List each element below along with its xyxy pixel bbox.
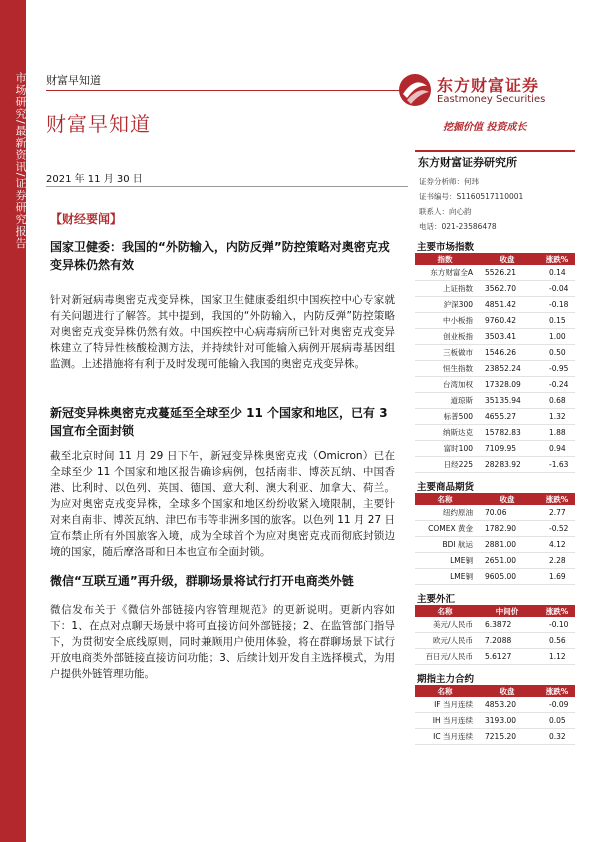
table-cell: 4851.42 xyxy=(475,297,539,313)
table-cell: 美元/人民币 xyxy=(415,617,475,633)
table-row xyxy=(415,329,575,345)
table-row xyxy=(415,281,575,297)
table-cell: -0.52 xyxy=(539,521,575,537)
table-cell: COMEX 黄金 xyxy=(415,521,475,537)
news-headline-2: 新冠变异株奥密克戎蔓延至全球至少 11 个国家和地区，已有 3 国宣布全面封锁 xyxy=(50,406,388,438)
table-header: 收盘 xyxy=(475,253,539,265)
table-cell: 70.06 xyxy=(475,505,539,521)
table-cell: -0.18 xyxy=(539,297,575,313)
table-cell: 7.2088 xyxy=(475,633,539,649)
table-cell: IF 当月连续 xyxy=(415,697,475,713)
table-cell: 中小板指 xyxy=(415,313,475,329)
market-tables xyxy=(415,239,575,745)
table-cell: 0.68 xyxy=(539,393,575,409)
table-cell: 日经225 xyxy=(415,457,475,473)
news-body-1: 针对新冠病毒奥密克戎变异株，国家卫生健康委组织中国疾控中心专家就有关问题进行了解答。其中提到，我国的“外防输入，内防反弹”防控策略对奥密克戎变异株仍然有效。中国疾控中心病毒病所已针对奥密克戎变异株建立了特异性核酸检测方法，并持续针对可能输入病例开展病毒基因组监测。上述措施将有利于及时发现可能输入我国的奥密克戎变异株。 xyxy=(50,294,395,370)
table-row xyxy=(415,537,575,553)
table-cell: 台湾加权 xyxy=(415,377,475,393)
analyst-line: 证券分析师：何玮 xyxy=(419,177,479,186)
table-cell: -0.24 xyxy=(539,377,575,393)
table-cell: 1.69 xyxy=(539,569,575,585)
table-cell: LME铜 xyxy=(415,553,475,569)
table-row xyxy=(415,441,575,457)
table-cell: 7215.20 xyxy=(475,729,539,745)
table-header: 收盘 xyxy=(475,685,539,697)
table-cell: 1782.90 xyxy=(475,521,539,537)
table-header: 指数 xyxy=(415,253,475,265)
section-tag: 【财经要闻】 xyxy=(50,212,123,226)
table-row xyxy=(415,361,575,377)
table-cell: 0.94 xyxy=(539,441,575,457)
table-cell: 15782.83 xyxy=(475,425,539,441)
table-cell: 35135.94 xyxy=(475,393,539,409)
page-title: 财富早知道 xyxy=(46,112,151,136)
top-label: 财富早知道 xyxy=(46,74,101,87)
report-date: 2021 年 11 月 30 日 xyxy=(46,174,143,185)
table-row xyxy=(415,425,575,441)
logo xyxy=(397,72,567,108)
data-table xyxy=(415,493,575,585)
table-title: 主要商品期货 xyxy=(417,482,475,493)
table-row xyxy=(415,409,575,425)
table-cell: 上证指数 xyxy=(415,281,475,297)
table-cell: 0.56 xyxy=(539,633,575,649)
data-table xyxy=(415,685,575,745)
table-row xyxy=(415,697,575,713)
table-cell: 纳斯达克 xyxy=(415,425,475,441)
table-row xyxy=(415,729,575,745)
table-cell: 5526.21 xyxy=(475,265,539,281)
table-cell: 0.50 xyxy=(539,345,575,361)
table-header: 名称 xyxy=(415,493,475,505)
table-cell: -1.63 xyxy=(539,457,575,473)
table-row xyxy=(415,393,575,409)
table-cell: IH 当月连续 xyxy=(415,713,475,729)
data-table xyxy=(415,605,575,665)
table-cell: 1546.26 xyxy=(475,345,539,361)
table-cell: LME铜 xyxy=(415,569,475,585)
table-cell: 百日元/人民币 xyxy=(415,649,475,665)
header-rule xyxy=(46,90,406,91)
table-row xyxy=(415,713,575,729)
table-cell: 2.28 xyxy=(539,553,575,569)
table-cell: 3503.41 xyxy=(475,329,539,345)
table-row xyxy=(415,617,575,633)
table-cell: -0.10 xyxy=(539,617,575,633)
news-headline-1: 国家卫健委：我国的“外防输入，内防反弹”防控策略对奥密克戎变异株仍然有效 xyxy=(50,240,390,272)
table-row xyxy=(415,521,575,537)
table-cell: 1.12 xyxy=(539,649,575,665)
table-title: 期指主力合约 xyxy=(417,674,475,685)
table-cell: 恒生指数 xyxy=(415,361,475,377)
table-header: 涨跌% xyxy=(539,685,575,697)
date-rule xyxy=(46,186,408,187)
table-row xyxy=(415,345,575,361)
table-cell: 三板做市 xyxy=(415,345,475,361)
analyst-line: 电话：021-23586478 xyxy=(419,222,497,231)
table-row xyxy=(415,553,575,569)
table-row xyxy=(415,377,575,393)
table-header: 涨跌% xyxy=(539,605,575,617)
sidebar-text: 市场研究/最新资讯/证券研究报告 xyxy=(14,72,27,250)
table-cell: 2.77 xyxy=(539,505,575,521)
table-cell: 2881.00 xyxy=(475,537,539,553)
table-cell: 9605.00 xyxy=(475,569,539,585)
table-cell: 5.6127 xyxy=(475,649,539,665)
table-cell: IC 当月连续 xyxy=(415,729,475,745)
logo-en: Eastmoney Securities xyxy=(437,94,546,105)
table-cell: -0.09 xyxy=(539,697,575,713)
table-header: 涨跌% xyxy=(539,493,575,505)
news-body-3: 微信发布关于《微信外部链接内容管理规范》的更新说明。更新内容如下：1、在点对点聊天场景中将可直接访问外部链接；2、在监管部门指导下，为贯彻安全底线原则，同时兼顾用户使用体验，将在群聊场景下试行开放电商类外部链接直接访问功能；3、后续计划开发自主选择模式，为用户提供外链管理功能。 xyxy=(50,604,395,680)
table-cell: 0.14 xyxy=(539,265,575,281)
table-cell: 9760.42 xyxy=(475,313,539,329)
table-cell: 28283.92 xyxy=(475,457,539,473)
table-cell: 3193.00 xyxy=(475,713,539,729)
table-cell: 沪深300 xyxy=(415,297,475,313)
table-cell: 东方财富全A xyxy=(415,265,475,281)
table-row xyxy=(415,457,575,473)
table-cell: 1.32 xyxy=(539,409,575,425)
table-cell: 纽约原油 xyxy=(415,505,475,521)
logo-mark-icon xyxy=(397,72,433,108)
table-cell: 3562.70 xyxy=(475,281,539,297)
table-cell: -0.04 xyxy=(539,281,575,297)
table-row xyxy=(415,633,575,649)
slogan: 挖掘价值 投资成长 xyxy=(443,122,527,133)
table-cell: 创业板指 xyxy=(415,329,475,345)
table-cell: 0.15 xyxy=(539,313,575,329)
table-cell: 富时100 xyxy=(415,441,475,457)
table-cell: 1.88 xyxy=(539,425,575,441)
table-cell: 0.05 xyxy=(539,713,575,729)
table-header: 名称 xyxy=(415,605,475,617)
table-row xyxy=(415,649,575,665)
table-title: 主要市场指数 xyxy=(417,242,475,253)
table-cell: 23852.24 xyxy=(475,361,539,377)
table-cell: 道琼斯 xyxy=(415,393,475,409)
table-cell: -0.95 xyxy=(539,361,575,377)
table-row xyxy=(415,297,575,313)
news-headline-3: 微信“互联互通”再升级，群聊场景将试行打开电商类外链 xyxy=(50,574,354,588)
analyst-org: 东方财富证券研究所 xyxy=(415,150,575,173)
right-column xyxy=(415,150,575,745)
analyst-line: 联系人：向心韵 xyxy=(419,207,472,216)
table-cell: BDI 航运 xyxy=(415,537,475,553)
table-header: 中间价 xyxy=(475,605,539,617)
data-table xyxy=(415,253,575,473)
table-row xyxy=(415,265,575,281)
left-sidebar xyxy=(0,0,26,842)
table-cell: 17328.09 xyxy=(475,377,539,393)
table-row xyxy=(415,505,575,521)
table-row xyxy=(415,313,575,329)
table-header: 收盘 xyxy=(475,493,539,505)
table-header: 名称 xyxy=(415,685,475,697)
table-cell: 标普500 xyxy=(415,409,475,425)
table-cell: 6.3872 xyxy=(475,617,539,633)
table-row xyxy=(415,569,575,585)
news-body-2: 截至北京时间 11 月 29 日下午，新冠变异株奥密克戎（Omicron）已在全球至少 11 个国家和地区报告确诊病例，包括南非、博茨瓦纳、中国香港、比利时、以色列、英国、德国、意大利、澳大利亚、加拿大、荷兰。为应对奥密克戎变异株，全球多个国家和地区纷纷收紧入境限制，主要针对来自南非、博茨瓦纳、津巴布韦等非洲多国的旅客。以色列 11 月 27 日宣布禁止所有外国旅客入境，成为全球首个为应对奥密克戎而彻底封锁边境的国家，随后摩洛哥和日本也宣布全面封锁。 xyxy=(50,450,395,558)
table-cell: 4655.27 xyxy=(475,409,539,425)
table-cell: 欧元/人民币 xyxy=(415,633,475,649)
table-cell: 4853.20 xyxy=(475,697,539,713)
table-cell: 7109.95 xyxy=(475,441,539,457)
analyst-line: 证书编号：S1160517110001 xyxy=(419,192,524,201)
table-cell: 2651.00 xyxy=(475,553,539,569)
table-cell: 0.32 xyxy=(539,729,575,745)
table-title: 主要外汇 xyxy=(417,594,456,605)
table-header: 涨跌% xyxy=(539,253,575,265)
table-cell: 4.12 xyxy=(539,537,575,553)
table-cell: 1.00 xyxy=(539,329,575,345)
logo-cn: 东方财富证券 xyxy=(437,76,540,95)
